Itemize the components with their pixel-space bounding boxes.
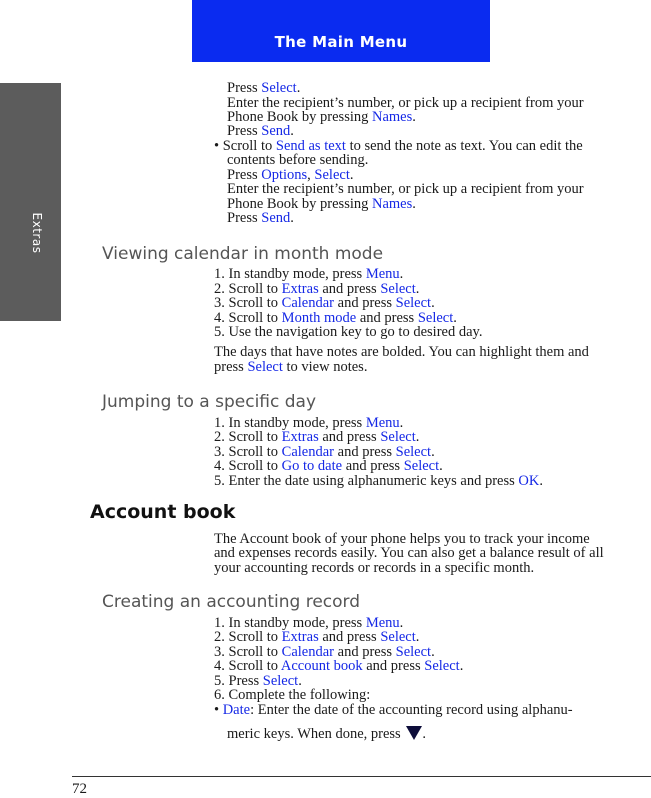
text-line: Enter the recipient’s number, or pick up a recipient from your bbox=[227, 95, 584, 111]
footer-rule bbox=[72, 776, 651, 777]
step-item: 2. Scroll to Extras and press Select. bbox=[214, 281, 420, 297]
text-line: Phone Book by pressing Names. bbox=[227, 196, 416, 212]
down-triangle-icon bbox=[406, 726, 422, 740]
step-item: 1. In standby mode, press Menu. bbox=[214, 266, 404, 282]
page-title: The Main Menu bbox=[274, 33, 408, 51]
bullet-item: meric keys. When done, press . bbox=[227, 726, 426, 742]
section-title: Account book bbox=[90, 501, 236, 523]
text-line: • Scroll to Send as text to send the note as text. You can edit the bbox=[214, 138, 583, 154]
text-line: Press Send. bbox=[227, 210, 294, 226]
step-item: 4. Scroll to Account book and press Select. bbox=[214, 658, 464, 674]
header-tab bbox=[192, 0, 490, 62]
paragraph-line: The Account book of your phone helps you to track your income bbox=[214, 531, 590, 547]
text-line: Enter the recipient’s number, or pick up a recipient from your bbox=[227, 181, 584, 197]
side-tab bbox=[0, 83, 61, 321]
step-item: 1. In standby mode, press Menu. bbox=[214, 615, 404, 631]
step-item: 4. Scroll to Go to date and press Select. bbox=[214, 458, 443, 474]
page-number: 72 bbox=[72, 781, 87, 797]
step-item: 3. Scroll to Calendar and press Select. bbox=[214, 444, 435, 460]
step-item: 4. Scroll to Month mode and press Select. bbox=[214, 310, 457, 326]
note-line: press Select to view notes. bbox=[214, 359, 368, 375]
step-item: 5. Enter the date using alphanumeric keys and press OK. bbox=[214, 473, 543, 489]
text-line: Press Send. bbox=[227, 123, 294, 139]
paragraph-line: and expenses records easily. You can also get a balance result of all bbox=[214, 545, 604, 561]
note-line: The days that have notes are bolded. You can highlight them and bbox=[214, 344, 589, 360]
step-item: 3. Scroll to Calendar and press Select. bbox=[214, 644, 435, 660]
paragraph-line: your accounting records or records in a specific month. bbox=[214, 560, 535, 576]
section-heading: Creating an accounting record bbox=[102, 592, 361, 612]
step-item: 6. Complete the following: bbox=[214, 687, 371, 703]
side-tab-label: Extras bbox=[30, 212, 44, 254]
text-line: Press Options, Select. bbox=[227, 167, 354, 183]
section-heading: Viewing calendar in month mode bbox=[102, 244, 384, 264]
bullet-item: • Date: Enter the date of the accounting record using alphanu- bbox=[214, 702, 573, 718]
step-item: 1. In standby mode, press Menu. bbox=[214, 415, 404, 431]
step-item: 2. Scroll to Extras and press Select. bbox=[214, 629, 420, 645]
text-line: Phone Book by pressing Names. bbox=[227, 109, 416, 125]
step-item: 2. Scroll to Extras and press Select. bbox=[214, 429, 420, 445]
step-item: 5. Use the navigation key to go to desired day. bbox=[214, 324, 483, 340]
section-heading: Jumping to a specific day bbox=[102, 392, 317, 412]
text-line: Press Select. bbox=[227, 80, 301, 96]
step-item: 3. Scroll to Calendar and press Select. bbox=[214, 295, 435, 311]
step-item: 5. Press Select. bbox=[214, 673, 302, 689]
text-line: contents before sending. bbox=[227, 152, 369, 168]
